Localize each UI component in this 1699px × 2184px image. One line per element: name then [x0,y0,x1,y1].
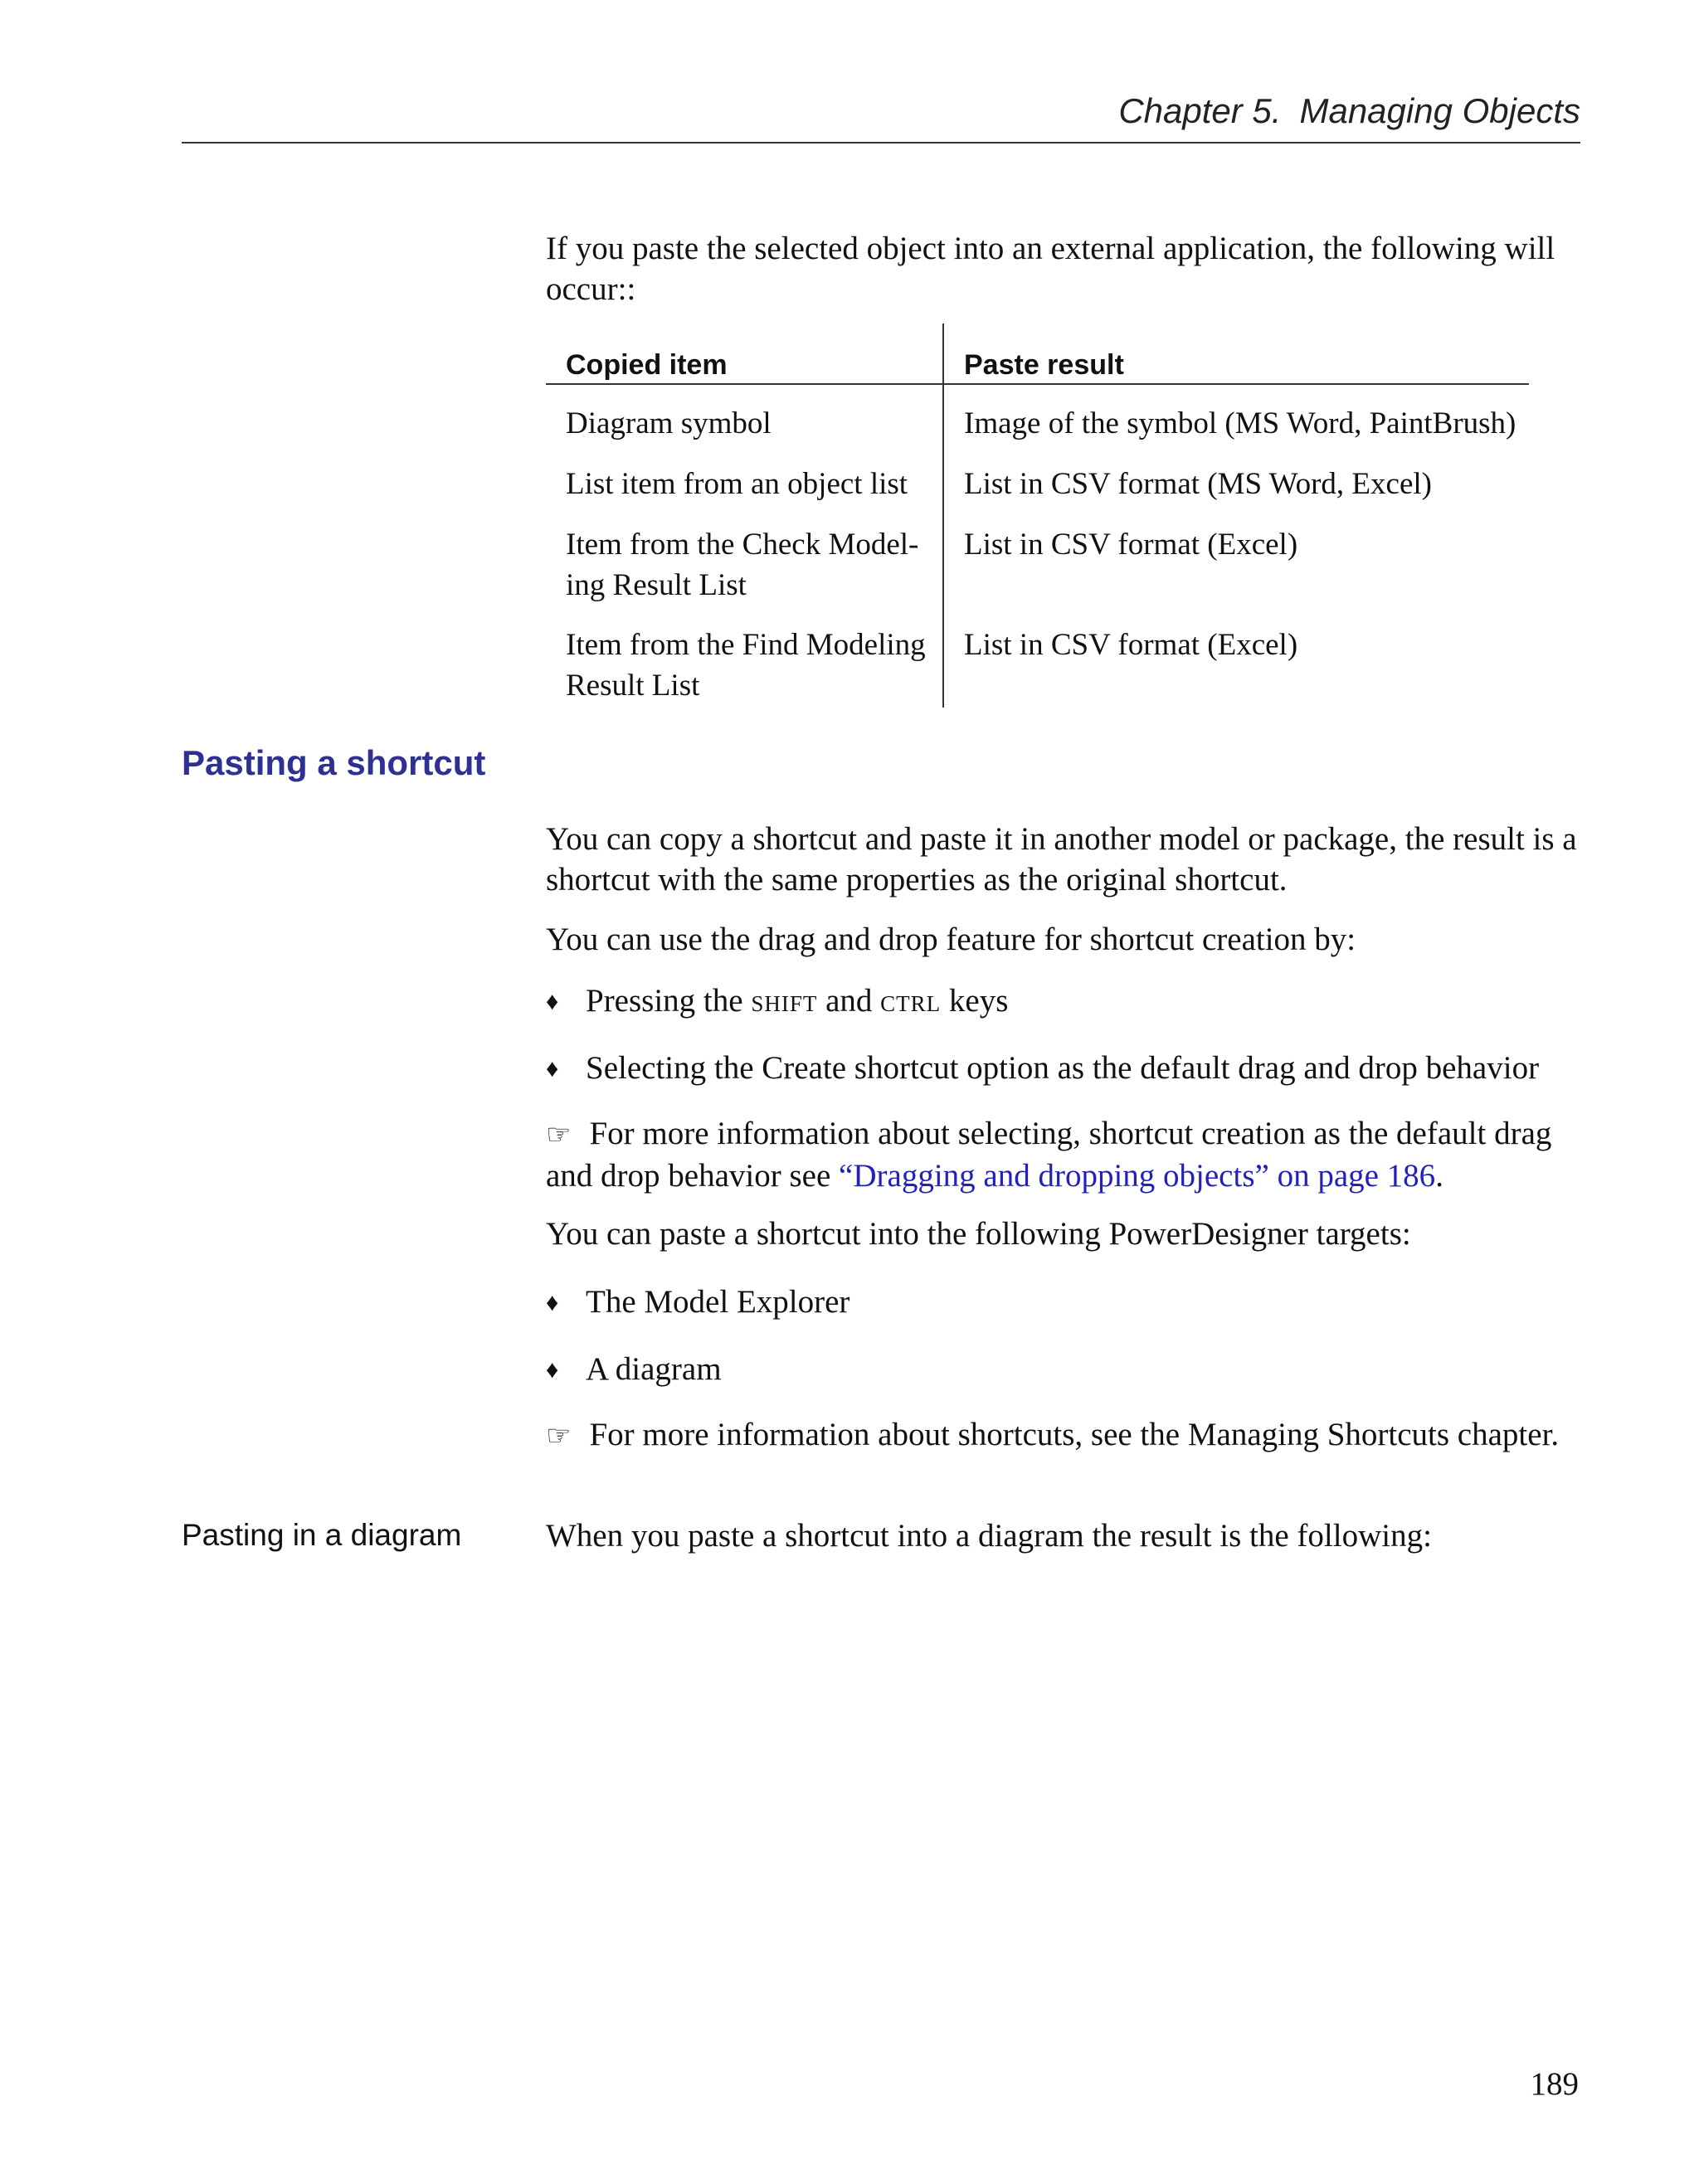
table-cell-paste-result: List in CSV format (MS Word, Excel) [964,467,1432,501]
bullet-item [546,1048,1539,1089]
bullet-text: The Model Explorer [586,1284,850,1320]
running-header [1118,91,1580,131]
note-text: For more information about selecting, shortcut creation as the default drag and drop behavior see [546,1116,1552,1194]
margin-note: Pasting in a diagram [182,1518,462,1552]
bullet-item [546,980,1008,1022]
pointing-hand-icon: ☞ [546,1118,572,1151]
table-header-copied-item: Copied item [566,349,728,381]
bullet-text: A diagram [586,1351,722,1387]
bullet-item [546,1349,722,1390]
diamond-bullet-icon: ♦ [546,1356,559,1384]
chapter-title: Managing Objects [1299,91,1580,130]
section-paragraph: You can paste a shortcut into the following PowerDesigner targets: [546,1216,1411,1252]
note-end: . [1435,1158,1443,1194]
section-paragraph: You can copy a shortcut and paste it in another model or package, the result is a shortcut with the same properties as the original shortcut. [546,821,1577,897]
section-heading: Pasting a shortcut [182,743,486,782]
section-paragraph: You can use the drag and drop feature for shortcut creation by: [546,922,1356,957]
diamond-bullet-icon: ♦ [546,1055,559,1082]
table-cell-paste-result: Image of the symbol (MS Word, PaintBrush) [964,406,1516,440]
cross-reference-note [546,1414,1583,1457]
cross-reference-link[interactable]: “Dragging and dropping objects” on page 186 [839,1158,1436,1194]
cross-reference-note [546,1113,1583,1196]
section-para3-block [546,1214,1583,1254]
intro-paragraph: If you paste the selected object into an external application, the following will occur:: [546,231,1555,307]
diamond-bullet-icon: ♦ [546,1289,559,1316]
diamond-bullet-icon: ♦ [546,988,559,1015]
section-para4-block [546,1515,1583,1556]
table-cell-paste-result: List in CSV format (Excel) [964,528,1298,562]
bullet-text: Selecting the Create shortcut option as the default drag and drop behavior [586,1050,1540,1086]
bullet-text-prefix: Pressing the [586,983,743,1019]
table-column-divider [942,323,944,708]
bullet-text-suffix: keys [948,983,1009,1019]
section-paragraph: When you paste a shortcut into a diagram the result is the following: [546,1518,1432,1554]
chapter-number: Chapter 5. [1118,91,1282,130]
table-cell-copied-item: Item from the Find Modeling Result List [566,628,926,703]
table-header-rule [546,383,1529,385]
pointing-hand-icon: ☞ [546,1419,572,1452]
intro-paragraph-block [546,228,1583,309]
table-cell-copied-item: Diagram symbol [566,406,772,440]
key-ctrl: ctrl [880,983,942,1019]
key-shift: shift [751,983,818,1019]
bullet-item [546,1282,850,1323]
bullet-text-and: and [825,983,873,1019]
table-cell-copied-item: List item from an object list [566,467,908,501]
section-para1-block [546,819,1583,900]
table-header-paste-result: Paste result [964,349,1124,381]
note-text: For more information about shortcuts, see the Managing Shortcuts chapter. [589,1417,1560,1452]
header-rule [182,142,1580,143]
section-para2-block [546,919,1583,960]
table-cell-copied-item: Item from the Check Model-ing Result List [566,528,919,602]
table-cell-paste-result: List in CSV format (Excel) [964,628,1298,662]
page-number: 189 [1530,2066,1579,2102]
